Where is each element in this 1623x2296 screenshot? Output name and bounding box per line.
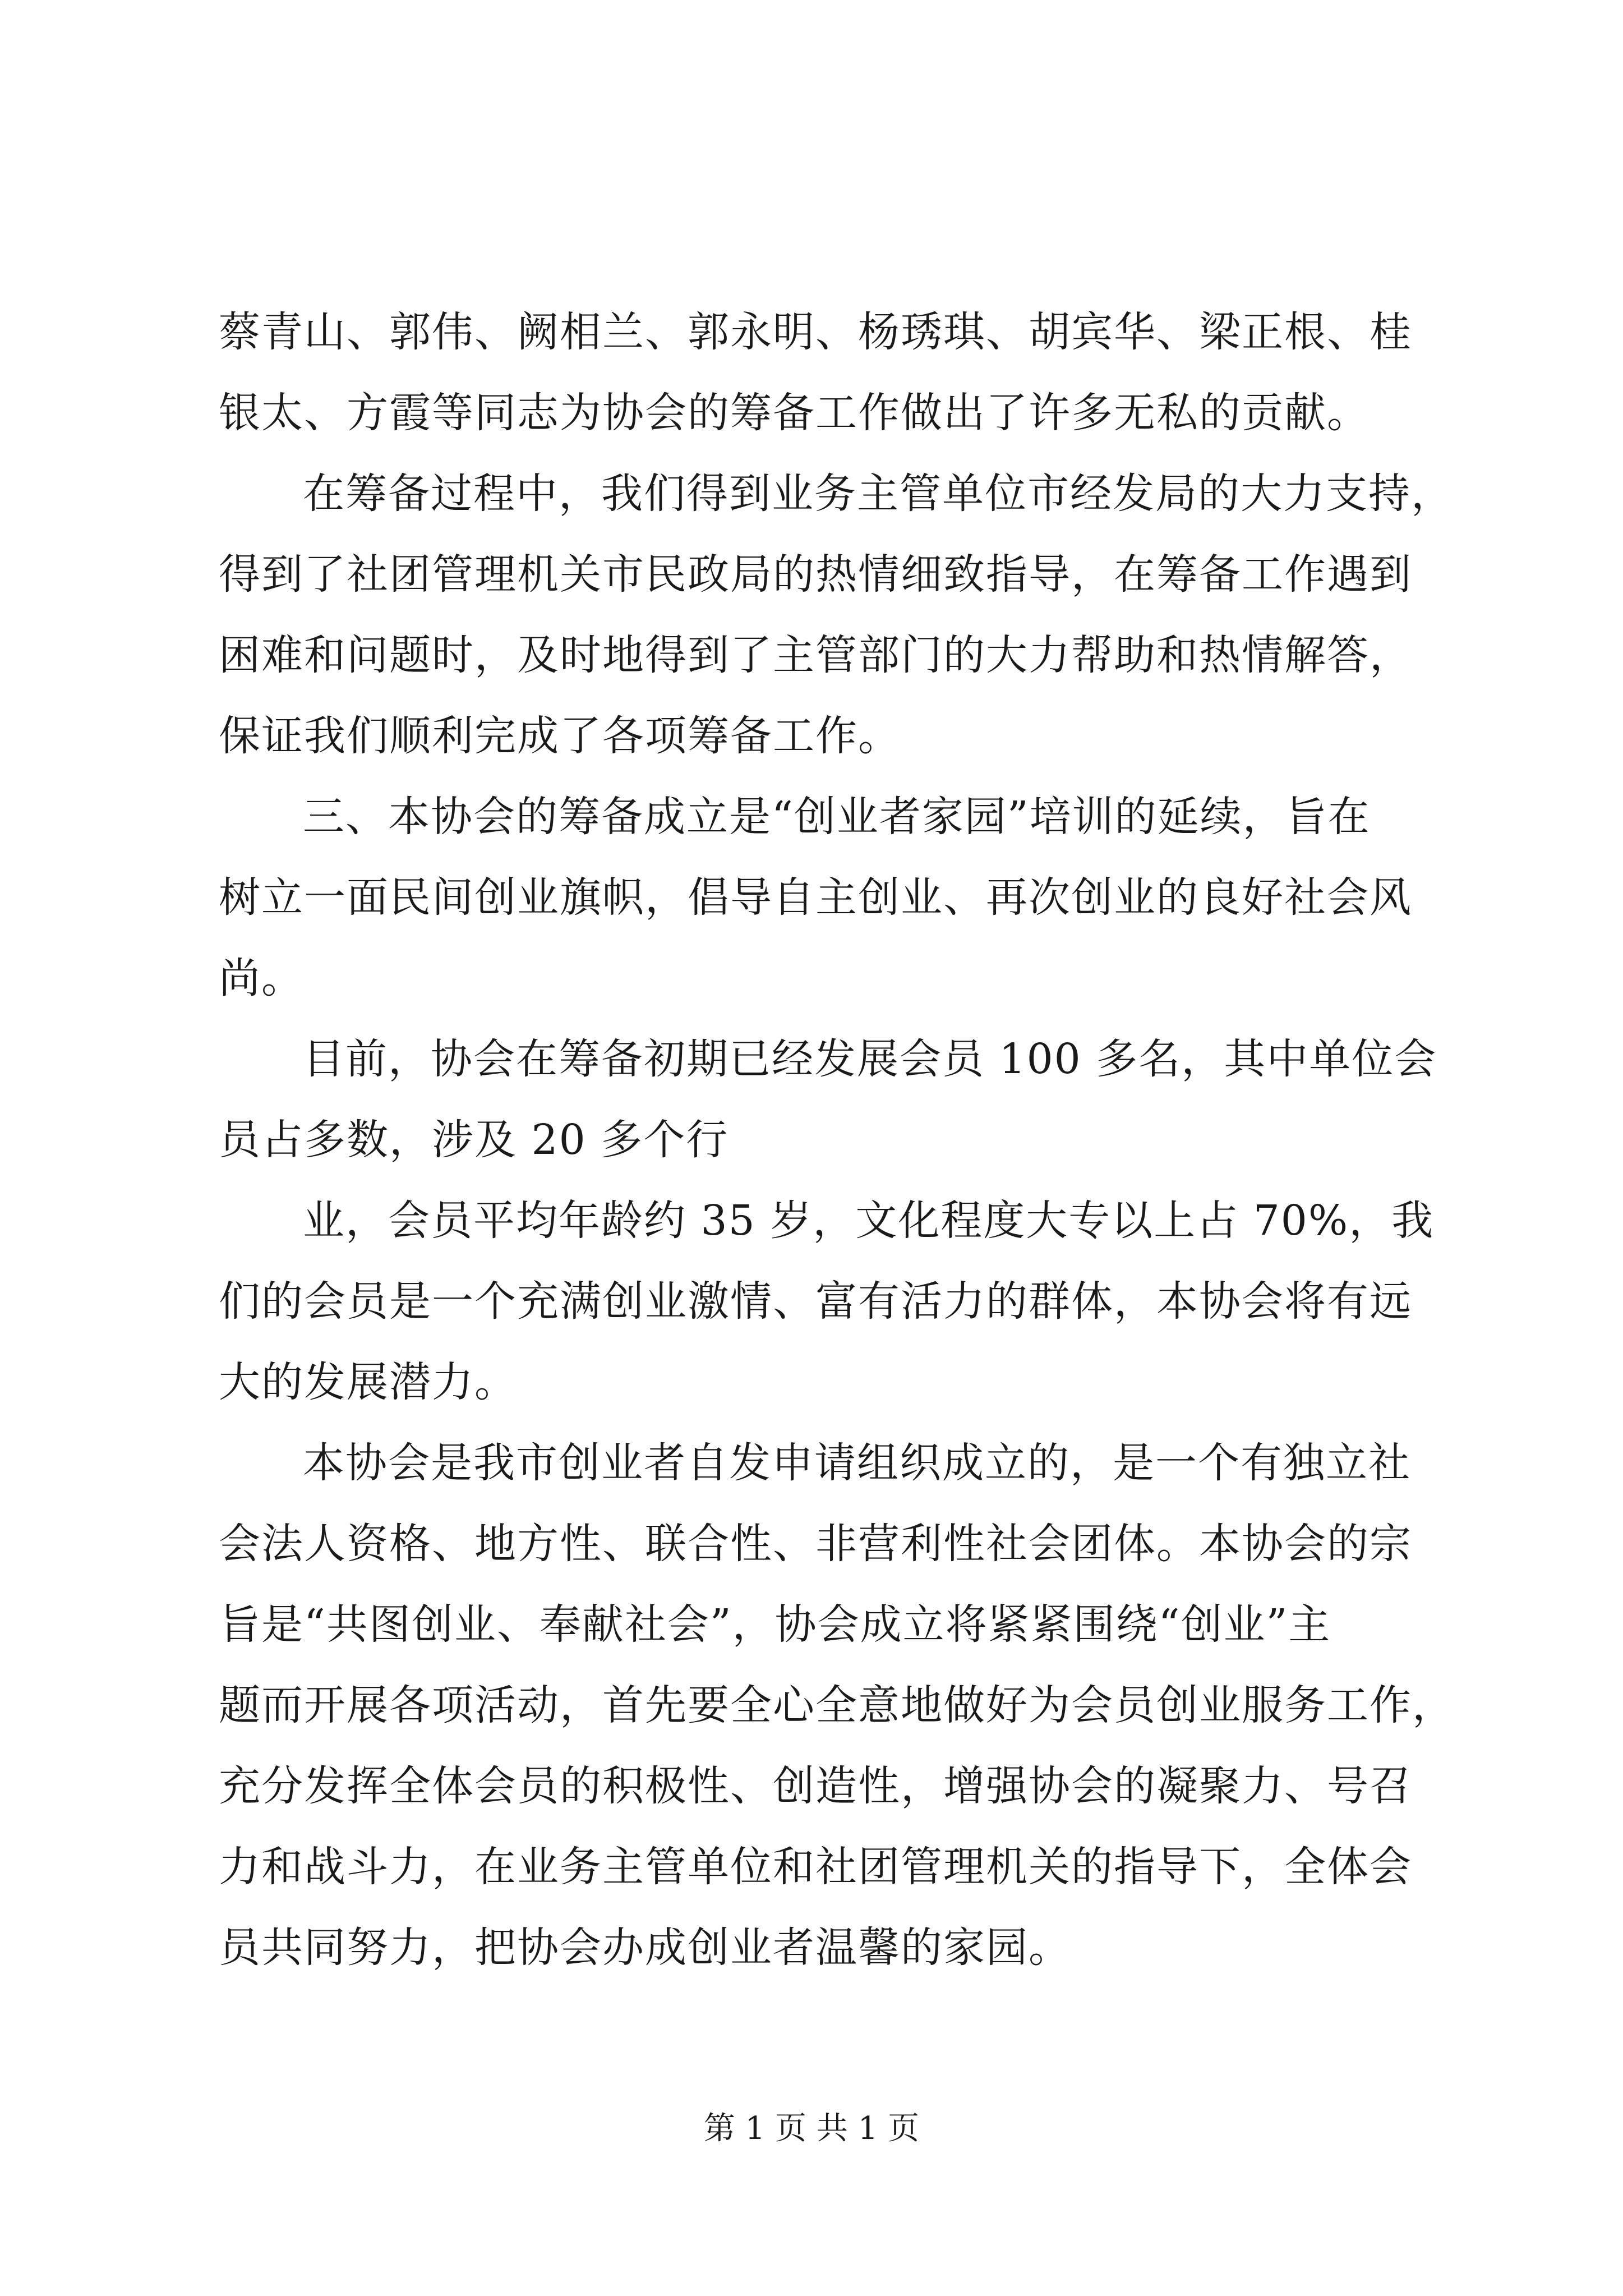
text-line: 树立一面民间创业旗帜，倡导自主创业、再次创业的良好社会风	[219, 873, 1412, 922]
text-line: 业，会员平均年龄约 35 岁，文化程度大专以上占 70%，我	[303, 1197, 1435, 1245]
text-line: 银太、方霞等同志为协会的筹备工作做出了许多无私的贡献。	[219, 389, 1370, 437]
text-line: 充分发挥全体会员的积极性、创造性，增强协会的凝聚力、号召	[219, 1762, 1412, 1810]
text-line: 会法人资格、地方性、联合性、非营利性社会团体。本协会的宗	[219, 1520, 1412, 1568]
text-line: 困难和问题时，及时地得到了主管部门的大力帮助和热情解答，	[219, 631, 1412, 679]
text-line: 旨是“共图创业、奉献社会”，协会成立将紧紧围绕“创业”主	[219, 1600, 1331, 1649]
text-line: 们的会员是一个充满创业激情、富有活力的群体，本协会将有远	[219, 1277, 1412, 1326]
text-line: 员占多数，涉及 20 多个行	[219, 1116, 729, 1164]
text-line: 员共同努力，把协会办成创业者温馨的家园。	[219, 1924, 1071, 1972]
page-footer	[0, 2109, 1623, 2148]
text-line: 三、本协会的筹备成立是“创业者家园”培训的延续，旨在	[303, 793, 1371, 841]
text-line: 大的发展潜力。	[219, 1358, 517, 1406]
text-line: 尚。	[219, 954, 304, 1002]
page-number: 第 1 页 共 1 页	[703, 2110, 920, 2147]
text-line: 蔡青山、郭伟、阙相兰、郭永明、杨琇琪、胡宾华、梁正根、桂	[219, 308, 1412, 356]
document-body	[219, 292, 1455, 1988]
text-line: 在筹备过程中，我们得到业务主管单位市经发局的大力支持，	[303, 470, 1454, 518]
text-line: 得到了社团管理机关市民政局的热情细致指导，在筹备工作遇到	[219, 550, 1412, 599]
text-line: 力和战斗力，在业务主管单位和社团管理机关的指导下，全体会	[219, 1843, 1412, 1891]
text-line: 目前，协会在筹备初期已经发展会员 100 多名，其中单位会	[303, 1035, 1437, 1083]
text-line: 题而开展各项活动，首先要全心全意地做好为会员创业服务工作，	[219, 1681, 1455, 1729]
text-line: 本协会是我市创业者自发申请组织成立的，是一个有独立社	[303, 1439, 1411, 1487]
text-line: 保证我们顺利完成了各项筹备工作。	[219, 712, 901, 760]
